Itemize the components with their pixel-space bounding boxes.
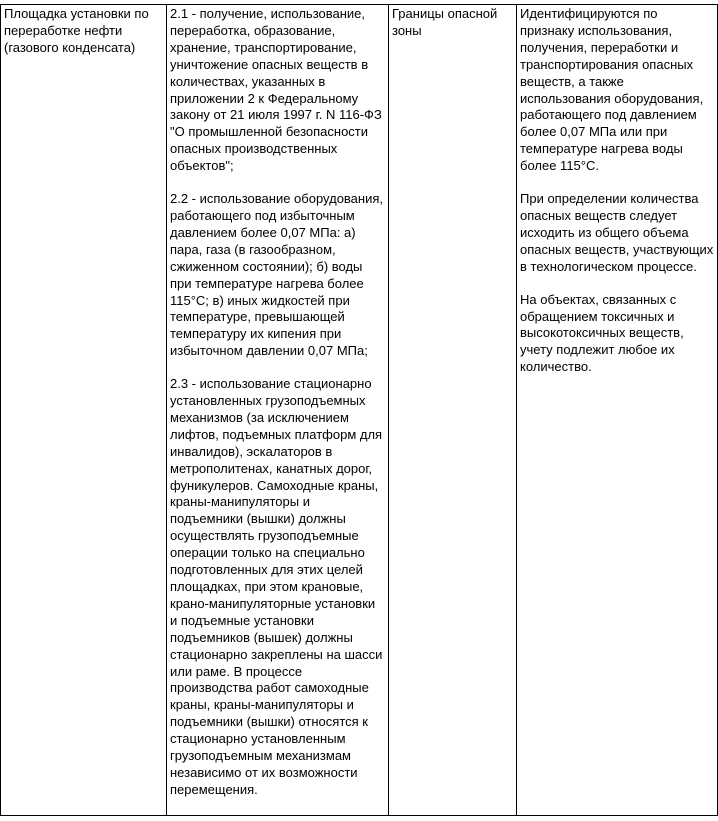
hazard-classification-table (0, 4, 718, 816)
criterion-2-3-text: 2.3 - использование стационарно установленных грузоподъемных механизмов (за исключением лифтов, подъемных платформ для инвалидов), эскалаторов в метрополитенах, канатных дорог, фуникулеров. Самоходные краны, краны-манипуляторы и подъемники (вышки) должны осуществлять грузоподъемные операции только на специально подготовленных для этих целей площадках, при этом крановые, крано-манипуляторные установки и подъемные установки подъемников (вышек) должны стационарно закреплены на шасси или раме. В процессе производства работ самоходные краны, краны-манипуляторы и подъемники (вышки) относятся к стационарно установленным грузоподъемным механизмам независимо от их возможности перемещения. (170, 376, 383, 797)
identification-note-1: Идентифицируются по признаку использования, получения, переработки и транспортирования опасных веществ, а также использования оборудования, работающего под давлением более 0,07 МПа или при температуре нагрева воды более 115°C. (520, 6, 704, 174)
identification-note-3: На объектах, связанных с обращением токсичных и высокотоксичных веществ, учету подлежит любое их количество. (520, 291, 684, 375)
object-name-cell (1, 5, 167, 816)
identification-notes-cell (517, 5, 718, 816)
zone-boundaries-text: Границы опасной зоны (392, 6, 498, 38)
hazard-criteria-cell (167, 5, 389, 816)
zone-boundaries-cell (389, 5, 517, 816)
identification-note-2: При определении количества опасных веществ следует исходить из общего объема опасных веществ, участвующих в технологическом процессе. (520, 191, 714, 274)
object-name-text: Площадка установки по переработке нефти (газового конденсата) (4, 6, 149, 55)
table-row (1, 5, 718, 816)
document-page (0, 4, 718, 821)
criterion-2-1-text: 2.1 - получение, использование, переработка, образование, хранение, транспортирование, уничтожение опасных веществ в количествах, указанных в приложении 2 к Федеральному закону от 21 июля 1997 г. N 116-ФЗ "О промышленной безопасности опасных производственных объектов"; (170, 6, 382, 174)
criterion-2-2-text: 2.2 - использование оборудования, работающего под избыточным давлением более 0,07 МПа: а) пара, газа (в газообразном, сжиженном состоянии); б) воды при температуре нагрева более 115°C; в) иных жидкостей при температуре, превышающей температуру их кипения при избыточном давлении 0,07 МПа; (170, 191, 384, 359)
